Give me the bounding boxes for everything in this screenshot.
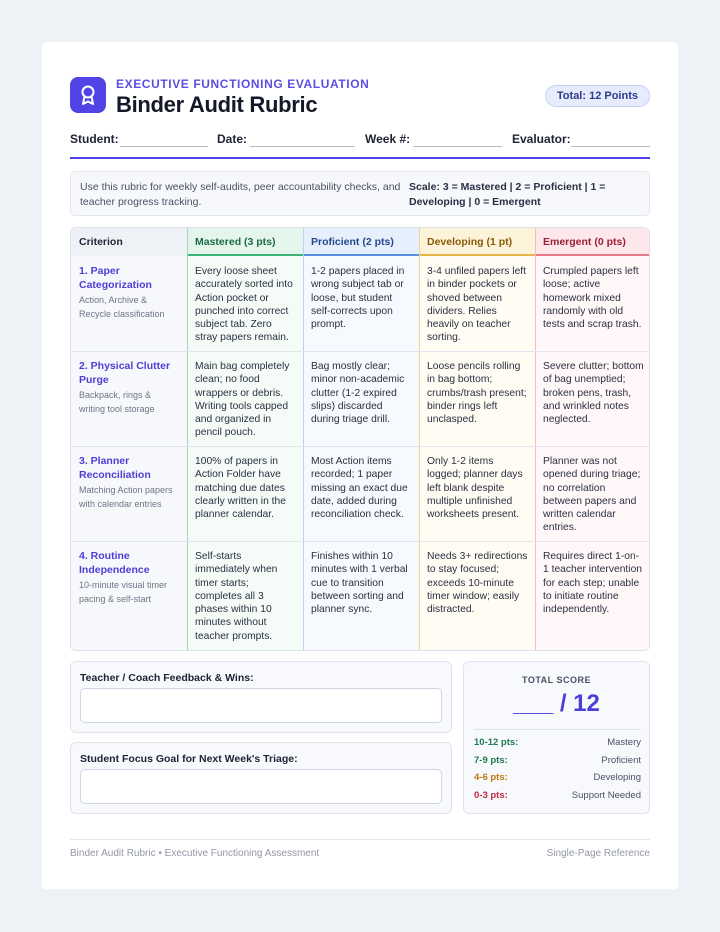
band-range: 10-12 pts:	[474, 737, 519, 748]
header	[70, 77, 650, 117]
criterion-physical-clutter-purge	[71, 352, 187, 416]
cell-emergent: Severe clutter; bottom of bag unemptied; broken pens, trash, and wrinkled notes neglected.	[543, 361, 644, 426]
cell-mastered: Every loose sheet accurately sorted into Action pocket or punched into correct subject tab. Zero stray papers remain.	[195, 266, 293, 344]
student-goal-label: Student Focus Goal for Next Week's Triage:	[80, 753, 298, 765]
header-developing: Developing (1 pt)	[419, 228, 535, 256]
criterion-routine-independence	[71, 542, 187, 606]
teacher-feedback-card	[70, 661, 452, 733]
footer-title: Binder Audit Rubric • Executive Functioning Assessment	[70, 848, 320, 859]
score-band-support	[474, 790, 641, 804]
cell-proficient: Bag mostly clear; minor non-academic clutter (1-2 expired slips) discarded during triage drill.	[311, 361, 405, 426]
student-goal-card	[70, 742, 452, 814]
week-label: Week #:	[365, 132, 411, 146]
band-level: Proficient	[601, 755, 641, 766]
score-band-mastery	[474, 737, 641, 751]
criterion-description: Backpack, rings & writing tool storage	[79, 390, 155, 414]
footer-divider	[70, 839, 650, 840]
criterion-name: 1. Paper Categorization	[79, 265, 152, 291]
header-divider	[70, 157, 650, 159]
cell-proficient: 1-2 papers placed in wrong subject tab or loose, but student self-corrects upon prompt.	[311, 266, 405, 331]
criterion-name: 2. Physical Clutter Purge	[79, 360, 171, 386]
header-proficient: Proficient (2 pts)	[303, 228, 419, 256]
evaluator-label: Evaluator:	[512, 132, 571, 146]
cell-developing: Only 1-2 items logged; planner days left blank despite multiple unfinished worksheets present.	[427, 456, 523, 521]
eyebrow: EXECUTIVE FUNCTIONING EVALUATION	[116, 77, 370, 91]
total-score-label: TOTAL SCORE	[521, 675, 591, 685]
score-band-developing	[474, 772, 641, 786]
student-label: Student:	[70, 132, 119, 146]
teacher-feedback-label: Teacher / Coach Feedback & Wins:	[80, 672, 254, 684]
cell-mastered: Main bag completely clean; no food wrappers or debris. Writing tools capped and organized in pencil pouch.	[195, 361, 290, 439]
cell-developing: Needs 3+ redirections to stay focused; exceeds 10-minute timer window; easily distracted.	[427, 551, 528, 616]
cell-proficient: Most Action items recorded; 1 paper missing an exact due date, added during reconciliation check.	[311, 456, 408, 521]
page-title: Binder Audit Rubric	[116, 92, 318, 117]
cell-mastered: Self-starts immediately when timer starts; completes all 3 phases within 10 minutes without teacher prompts.	[195, 551, 278, 642]
score-divider	[474, 729, 641, 730]
header-emergent: Emergent (0 pts)	[535, 228, 650, 256]
scale-text: Scale: 3 = Mastered | 2 = Proficient | 1 = Developing | 0 = Emergent	[409, 181, 606, 208]
cell-emergent: Crumpled papers left loose; active homework mixed randomly with old tests and scrap trash.	[543, 266, 642, 331]
criterion-planner-reconciliation	[71, 447, 187, 511]
band-range: 0-3 pts:	[474, 790, 508, 801]
evaluator-field[interactable]	[571, 146, 650, 147]
band-level: Developing	[593, 772, 641, 783]
criterion-description: Matching Action papers with calendar entries	[79, 485, 173, 509]
criterion-description: Action, Archive & Recycle classification	[79, 295, 165, 319]
cell-emergent: Requires direct 1-on-1 teacher intervention for each step; unable to initiate routine independently.	[543, 551, 643, 616]
header-criterion: Criterion	[71, 228, 187, 256]
cell-developing: 3-4 unfiled papers left in binder pockets or shoved between dividers. Relies heavily on teacher sorting.	[427, 266, 527, 344]
rubric-table	[70, 227, 650, 651]
criterion-paper-categorization	[71, 257, 187, 321]
criterion-name: 4. Routine Independence	[79, 550, 150, 576]
student-field[interactable]	[120, 146, 208, 147]
student-info-fields	[70, 130, 650, 150]
date-label: Date:	[217, 132, 248, 146]
intro-text: Use this rubric for weekly self-audits, peer accountability checks, and teacher progress tracking.	[80, 181, 401, 208]
week-field[interactable]	[413, 146, 502, 147]
band-level: Support Needed	[571, 790, 641, 801]
footer-note: Single-Page Reference	[546, 848, 650, 859]
cell-developing: Loose pencils rolling in bag bottom; crumbs/trash present; binder rings left unclasped.	[427, 361, 527, 426]
teacher-feedback-input[interactable]	[80, 688, 442, 723]
cell-emergent: Planner was not opened during triage; no correlation between papers and written calendar entries.	[543, 456, 641, 534]
total-score-value[interactable]: ___ / 12	[513, 690, 600, 717]
student-goal-input[interactable]	[80, 769, 442, 804]
band-range: 4-6 pts:	[474, 772, 508, 783]
award-ribbon-icon	[70, 77, 106, 113]
intro-box	[70, 171, 650, 216]
header-mastered: Mastered (3 pts)	[187, 228, 303, 256]
band-range: 7-9 pts:	[474, 755, 508, 766]
cell-proficient: Finishes within 10 minutes with 1 verbal cue to transition between sorting and planner sync.	[311, 551, 408, 616]
date-field[interactable]	[250, 146, 355, 147]
band-level: Mastery	[607, 737, 641, 748]
criterion-name: 3. Planner Reconciliation	[79, 455, 151, 481]
total-points-badge: Total: 12 Points	[545, 85, 650, 107]
cell-mastered: 100% of papers in Action Folder have matching due dates clearly written in the planner calendar.	[195, 456, 286, 521]
total-score-card	[463, 661, 650, 814]
rubric-page	[42, 42, 678, 889]
score-band-proficient	[474, 755, 641, 769]
criterion-description: 10-minute visual timer pacing & self-start	[79, 580, 168, 604]
